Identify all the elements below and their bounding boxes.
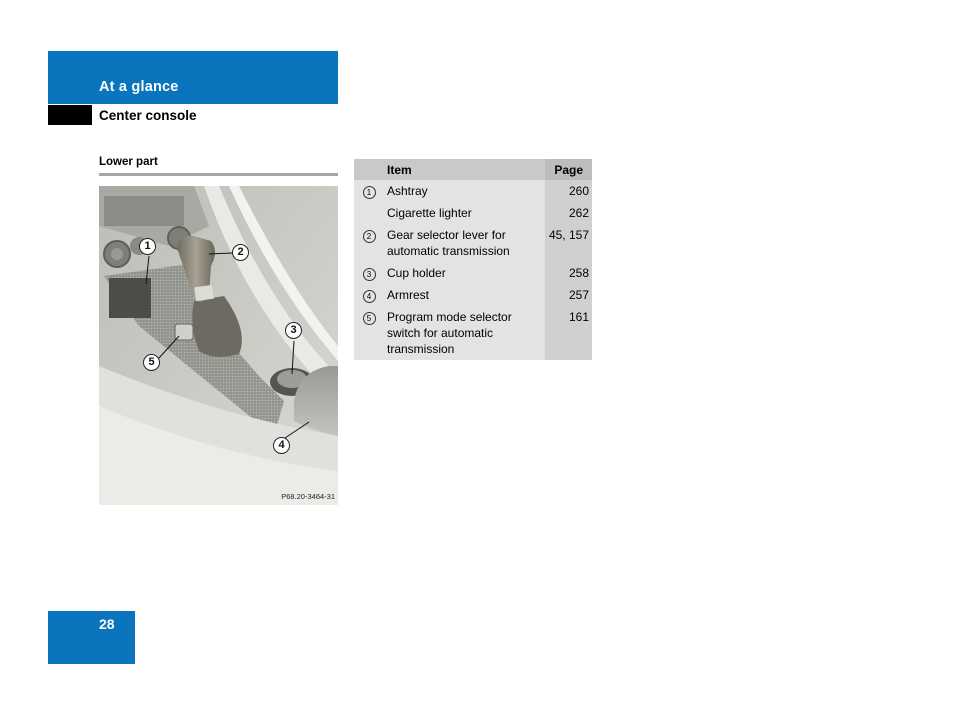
table-row: [354, 202, 592, 224]
callout-1: 1: [139, 238, 156, 255]
item-page: 257: [545, 284, 592, 306]
header-num: [354, 159, 384, 180]
item-number: 2: [363, 230, 376, 243]
item-number: 5: [363, 312, 376, 325]
item-number: 4: [363, 290, 376, 303]
table-row: [354, 306, 592, 360]
header-bar: [48, 51, 338, 104]
header-item: Item: [384, 159, 545, 180]
table-row: [354, 224, 592, 262]
item-page: 260: [545, 180, 592, 202]
item-page: 258: [545, 262, 592, 284]
items-table: [354, 159, 592, 360]
callout-3: 3: [285, 322, 302, 339]
header-page: Page: [545, 159, 592, 180]
item-page: 45, 157: [545, 224, 592, 262]
console-illustration: [99, 186, 338, 505]
section-title: At a glance: [99, 79, 179, 95]
table-row: [354, 262, 592, 284]
item-name: Armrest: [384, 284, 545, 306]
item-name: Cup holder: [384, 262, 545, 284]
item-name: Gear selector lever for automatic transmission: [384, 224, 545, 262]
item-page: 262: [545, 202, 592, 224]
item-name: Ashtray: [384, 180, 545, 202]
center-console-photo: [99, 186, 338, 505]
figure-code: P68.20-3464-31: [281, 492, 335, 501]
item-name: Cigarette lighter: [384, 202, 545, 224]
item-page: 161: [545, 306, 592, 360]
section-divider: [99, 173, 338, 176]
table-header-row: [354, 159, 592, 180]
section-marker: [48, 105, 92, 125]
subsection-title: Center console: [99, 108, 197, 123]
callout-5: 5: [143, 354, 160, 371]
page-number-box: [48, 611, 135, 664]
callout-2: 2: [232, 244, 249, 261]
page-number: 28: [99, 616, 115, 632]
item-name: Program mode selector switch for automatic transmission: [384, 306, 545, 360]
figure-label: Lower part: [99, 156, 158, 168]
item-number: 3: [363, 268, 376, 281]
item-number: 1: [363, 186, 376, 199]
callout-4: 4: [273, 437, 290, 454]
table-row: [354, 180, 592, 202]
table-row: [354, 284, 592, 306]
